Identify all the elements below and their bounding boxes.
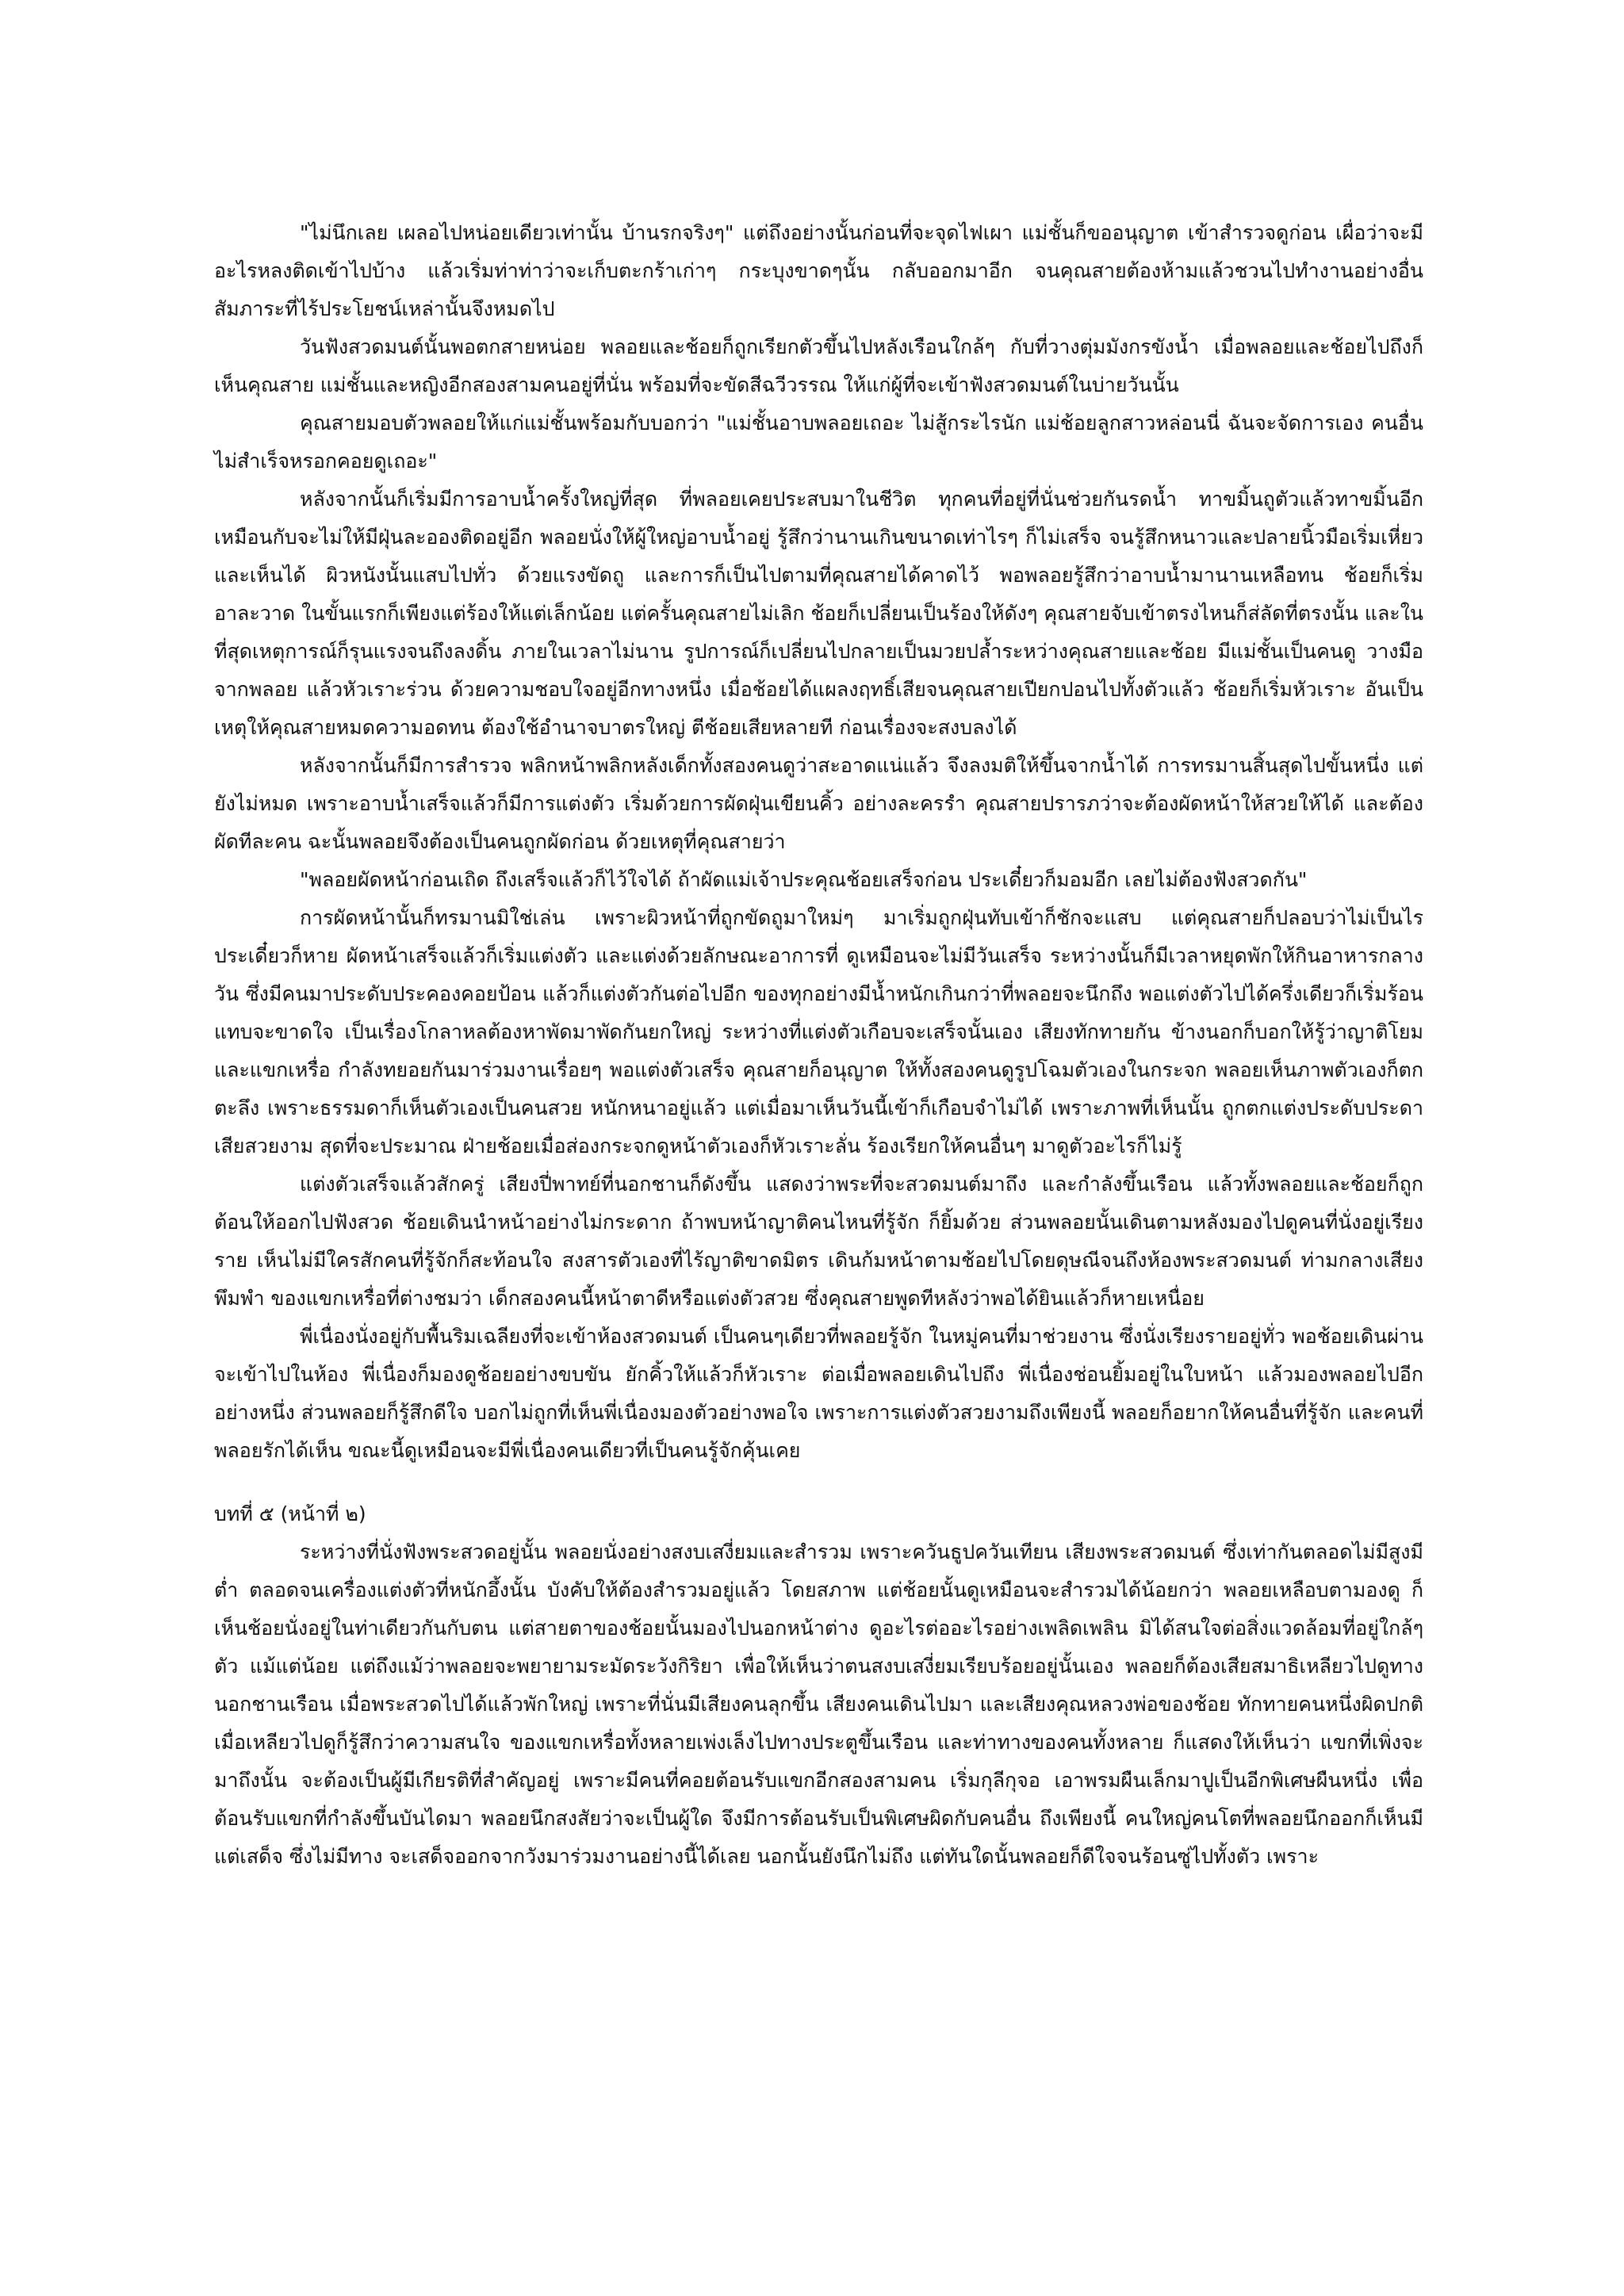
paragraph: "พลอยผัดหน้าก่อนเถิด ถึงเสร็จแล้วก็ไว้ใจได้ ถ้าผัดแม่เจ้าประคุณช้อยเสร็จก่อน ประเดี๋ยวก็มอมอีก เลยไม่ต้องฟังสวดกัน"	[300, 868, 1308, 891]
paragraph: การผัดหน้านั้นก็ทรมานมิใช่เล่น เพราะผิวหน้าที่ถูกขัดถูมาใหม่ๆ มาเริ่มถูกฝุ่นทับเข้าก็ชักจะแสบ แต่คุณสายก็ปลอบว่าไม่เป็นไร ประเดี๋ยวก็หาย ผัดหน้าเสร็จแล้วก็เริ่มแต่งตัว และแต่งด้วยลักษณะอาการที่ ดูเหมือนจะไม่มีวันเสร็จ ระหว่างนั้นก็มีเวลาหยุดพักให้กินอาหารกลางวัน ซึ่งมีคนมาประดับประคองคอยป้อน แล้วก็แต่งตัวกันต่อไปอีก ของทุกอย่างมีน้ำหนักเกินกว่าที่พลอยจะนึกถึง พอแต่งตัวไปได้ครึ่งเดียวก็เริ่มร้อน แทบจะขาดใจ เป็นเรื่องโกลาหลต้องหาพัดมาพัดกันยกใหญ่ ระหว่างที่แต่งตัวเกือบจะเสร็จนั้นเอง เสียงทักทายกัน ข้างนอกก็บอกให้รู้ว่าญาติโยมและแขกเหรื่อ กำลังทยอยกันมาร่วมงานเรื่อยๆ พอแต่งตัวเสร็จ คุณสายก็อนุญาต ให้ทั้งสองคนดูรูปโฉมตัวเองในกระจก พลอยเห็นภาพตัวเองก็ตกตะลึง เพราะธรรมดาก็เห็นตัวเองเป็นคนสวย หนักหนาอยู่แล้ว แต่เมื่อมาเห็นวันนี้เข้าก็เกือบจำไม่ได้ เพราะภาพที่เห็นนั้น ถูกตกแต่งประดับประดาเสียสวยงาม สุดที่จะประมาณ ฝ่ายช้อยเมื่อส่องกระจกดูหน้าตัวเองก็หัวเราะลั่น ร้องเรียกให้คนอื่นๆ มาดูตัวอะไรก็ไม่รู้	[214, 906, 1423, 1158]
chapter-heading: บทที่ ๕ (หน้าที่ ๒)	[214, 1502, 366, 1525]
paragraph: พี่เนื่องนั่งอยู่กับพื้นริมเฉลียงที่จะเข้าห้องสวดมนต์ เป็นคนๆเดียวที่พลอยรู้จัก ในหมู่คนที่มาช่วยงาน ซึ่งนั่งเรียงรายอยู่ทั่ว พอช้อยเดินผ่านจะเข้าไปในห้อง พี่เนื่องก็มองดูช้อยอย่างขบขัน ยักคิ้วให้แล้วก็หัวเราะ ต่อเมื่อพลอยเดินไปถึง พี่เนื่องช่อนยิ้มอยู่ในใบหน้า แล้วมองพลอยไปอีกอย่างหนึ่ง ส่วนพลอยก็รู้สึกดีใจ บอกไม่ถูกที่เห็นพี่เนื่องมองตัวอย่างพอใจ เพราะการแต่งตัวสวยงามถึงเพียงนี้ พลอยก็อยากให้คนอื่นที่รู้จัก และคนที่พลอยรักได้เห็น ขณะนี้ดูเหมือนจะมีพี่เนื่องคนเดียวที่เป็นคนรู้จักคุ้นเคย	[214, 1325, 1423, 1462]
paragraph: คุณสายมอบตัวพลอยให้แก่แม่ชั้นพร้อมกับบอกว่า "แม่ชั้นอาบพลอยเถอะ ไม่สู้กระไรนัก แม่ช้อยลูกสาวหล่อนนี่ ฉันจะจัดการเอง คนอื่นไม่สำเร็จหรอกคอยดูเถอะ"	[214, 411, 1423, 473]
paragraph: หลังจากนั้นก็เริ่มมีการอาบน้ำครั้งใหญ่ที่สุด ที่พลอยเคยประสบมาในชีวิต ทุกคนที่อยู่ที่นั่นช่วยกันรดน้ำ ทาขมิ้นถูตัวแล้วทาขมิ้นอีก เหมือนกับจะไม่ให้มีฝุ่นละอองติดอยู่อีก พลอยนั่งให้ผู้ใหญ่อาบน้ำอยู่ รู้สึกว่านานเกินขนาดเท่าไรๆ ก็ไม่เสร็จ จนรู้สึกหนาวและปลายนิ้วมือเริ่มเหี่ยวและเห็นได้ ผิวหนังนั้นแสบไปทั่ว ด้วยแรงขัดถู และการก็เป็นไปตามที่คุณสายได้คาดไว้ พอพลอยรู้สึกว่าอาบน้ำมานานเหลือทน ช้อยก็เริ่มอาละวาด ในขั้นแรกก็เพียงแต่ร้องให้แต่เล็กน้อย แต่ครั้นคุณสายไม่เลิก ช้อยก็เปลี่ยนเป็นร้องให้ดังๆ คุณสายจับเข้าตรงไหนก็ส่ลัดที่ตรงนั้น และในที่สุดเหตุการณ์ก็รุนแรงจนถึงลงดิ้น ภายในเวลาไม่นาน รูปการณ์ก็เปลี่ยนไปกลายเป็นมวยปล้ำระหว่างคุณสายและช้อย มีแม่ชั้นเป็นคนดู วางมือจากพลอย แล้วหัวเราะร่วน ด้วยความชอบใจอยู่อีกทางหนึ่ง เมื่อช้อยได้แผลงฤทธิ์เสียจนคุณสายเปียกปอนไปทั้งตัวแล้ว ช้อยก็เริ่มหัวเราะ อันเป็นเหตุให้คุณสายหมดความอดทน ต้องใช้อำนาจบาตรใหญ่ ตีช้อยเสียหลายที ก่อนเรื่องจะสงบลงได้	[214, 488, 1423, 739]
paragraph: วันฟังสวดมนต์นั้นพอตกสายหน่อย พลอยและช้อยก็ถูกเรียกตัวขึ้นไปหลังเรือนใกล้ๆ กับที่วางตุ่มมังกรขังน้ำ เมื่อพลอยและช้อยไปถึงก็เห็นคุณสาย แม่ชั้นและหญิงอีกสองสามคนอยู่ที่นั่น พร้อมที่จะขัดสีฉวีวรรณ ให้แก่ผู้ที่จะเข้าฟังสวดมนต์ในบ่ายวันนั้น	[214, 335, 1423, 396]
paragraph: แต่งตัวเสร็จแล้วสักครู่ เสียงปี่พาทย์ที่นอกชานก็ดังขึ้น แสดงว่าพระที่จะสวดมนต์มาถึง และกำลังขึ้นเรือน แล้วทั้งพลอยและช้อยก็ถูกต้อนให้ออกไปฟังสวด ช้อยเดินนำหน้าอย่างไม่กระดาก ถ้าพบหน้าญาติคนไหนที่รู้จัก ก็ยิ้มด้วย ส่วนพลอยนั้นเดินตามหลังมองไปดูคนที่นั่งอยู่เรียงราย เห็นไม่มีใครสักคนที่รู้จักก็สะท้อนใจ สงสารตัวเองที่ไร้ญาติขาดมิตร เดินก้มหน้าตามช้อยไปโดยดุษณีจนถึงห้องพระสวดมนต์ ท่ามกลางเสียงพึมพำ ของแขกเหรื่อที่ต่างชมว่า เด็กสองคนนี้หน้าตาดีหรือแต่งตัวสวย ซึ่งคุณสายพูดทีหลังว่าพอได้ยินแล้วก็หายเหนื่อย	[214, 1173, 1423, 1310]
paragraph: "ไม่นึกเลย เผลอไปหน่อยเดียวเท่านั้น บ้านรกจริงๆ" แต่ถึงอย่างนั้นก่อนที่จะจุดไฟเผา แม่ชั้นก็ขออนุญาต เข้าสำรวจดูก่อน เผื่อว่าจะมีอะไรหลงติดเข้าไปบ้าง แล้วเริ่มท่าท่าว่าจะเก็บตะกร้าเก่าๆ กระบุงขาดๆนั้น กลับออกมาอีก จนคุณสายต้องห้ามแล้วชวนไปทำงานอย่างอื่น สัมภาระที่ไร้ประโยชน์เหล่านั้นจึงหมดไป	[214, 221, 1423, 320]
document-body	[214, 214, 1423, 1876]
paragraph: หลังจากนั้นก็มีการสำรวจ พลิกหน้าพลิกหลังเด็กทั้งสองคนดูว่าสะอาดแน่แล้ว จึงลงมติให้ขึ้นจากน้ำได้ การทรมานสิ้นสุดไปขั้นหนึ่ง แต่ยังไม่หมด เพราะอาบน้ำเสร็จแล้วก็มีการแต่งตัว เริ่มด้วยการผัดฝุ่นเขียนคิ้ว อย่างละครรำ คุณสายปรารภว่าจะต้องผัดหน้าให้สวยให้ได้ และต้องผัดทีละคน ฉะนั้นพลอยจึงต้องเป็นคนถูกผัดก่อน ด้วยเหตุที่คุณสายว่า	[214, 754, 1423, 853]
paragraph: ระหว่างที่นั่งฟังพระสวดอยู่นั้น พลอยนั่งอย่างสงบเสงี่ยมและสำรวม เพราะควันธูปควันเทียน เสียงพระสวดมนต์ ซึ่งเท่ากันตลอดไม่มีสูงมีต่ำ ตลอดจนเครื่องแต่งตัวที่หนักอึ้งนั้น บังคับให้ต้องสำรวมอยู่แล้ว โดยสภาพ แต่ช้อยนั้นดูเหมือนจะสำรวมได้น้อยกว่า พลอยเหลือบตามองดู ก็เห็นช้อยนั่งอยู่ในท่าเดียวกันกับตน แต่สายตาของช้อยนั้นมองไปนอกหน้าต่าง ดูอะไรต่ออะไรอย่างเพลิดเพลิน มิได้สนใจต่อสิ่งแวดล้อมที่อยู่ใกล้ๆตัว แม้แต่น้อย แต่ถึงแม้ว่าพลอยจะพยายามระมัดระวังกิริยา เพื่อให้เห็นว่าตนสงบเสงี่ยมเรียบร้อยอยู่นั้นเอง พลอยก็ต้องเสียสมาธิเหลียวไปดูทางนอกชานเรือน เมื่อพระสวดไปได้แล้วพักใหญ่ เพราะที่นั่นมีเสียงคนลุกขึ้น เสียงคนเดินไปมา และเสียงคุณหลวงพ่อของช้อย ทักทายคนหนึ่งผิดปกติ เมื่อเหลียวไปดูก็รู้สึกว่าความสนใจ ของแขกเหรื่อทั้งหลายเพ่งเล็งไปทางประตูขึ้นเรือน และท่าทางของคนทั้งหลาย ก็แสดงให้เห็นว่า แขกที่เพิ่งจะมาถึงนั้น จะต้องเป็นผู้มีเกียรติที่สำคัญอยู่ เพราะมีคนที่คอยต้อนรับแขกอีกสองสามคน เริ่มกุลีกุจอ เอาพรมผืนเล็กมาปูเป็นอีกพิเศษผืนหนึ่ง เพื่อต้อนรับแขกที่กำลังขึ้นบันไดมา พลอยนึกสงสัยว่าจะเป็นผู้ใด จึงมีการต้อนรับเป็นพิเศษผิดกับคนอื่น ถึงเพียงนี้ คนใหญ่คนโตที่พลอยนึกออกก็เห็นมีแต่เสด็จ ซึ่งไม่มีทาง จะเสด็จออกจากวังมาร่วมงานอย่างนี้ได้เลย นอกนั้นยังนึกไม่ถึง แต่ทันใดนั้นพลอยก็ดีใจจนร้อนซู่ไปทั้งตัว เพราะ	[214, 1540, 1423, 1868]
